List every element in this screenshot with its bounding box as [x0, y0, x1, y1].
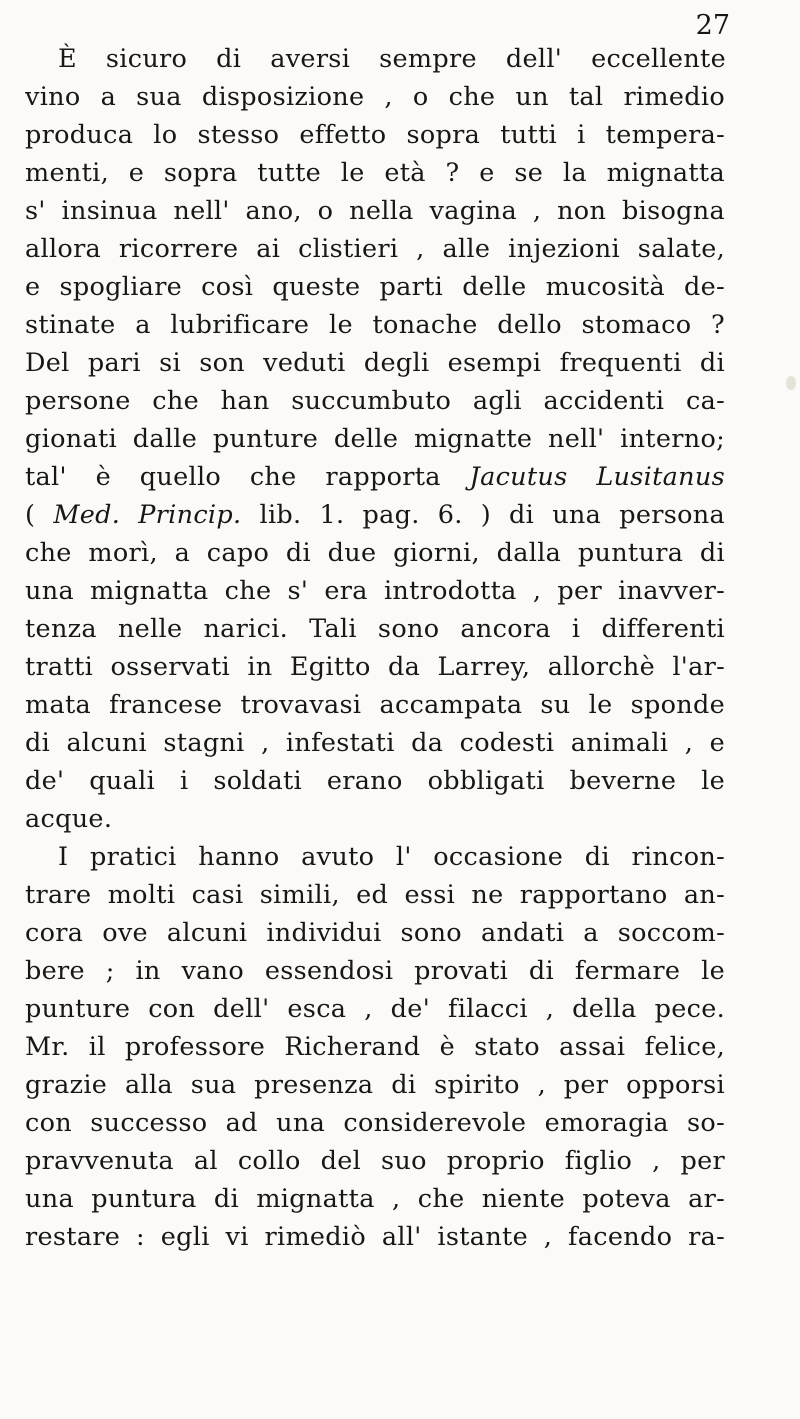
text-line: produca lo stesso effetto sopra tutti i tempera- [25, 120, 725, 150]
text-line: una mignatta che s' era introdotta , per inavver- [25, 576, 725, 606]
text-line: acque. [25, 804, 113, 834]
text-line-with-italic [25, 458, 725, 496]
text-span: ( [25, 500, 54, 530]
text-span: lib. 1. pag. 6. ) di una persona [241, 500, 725, 530]
text-line: trare molti casi simili, ed essi ne rapportano an- [25, 880, 725, 910]
text-line: gionati dalle punture delle mignatte nell' interno; [25, 424, 725, 454]
text-line: di alcuni stagni , infestati da codesti animali , e [25, 728, 725, 758]
text-line: I pratici hanno avuto l' occasione di rincon- [58, 842, 725, 872]
text-line: persone che han succumbuto agli accidenti ca- [25, 386, 725, 416]
text-line: bere ; in vano essendosi provati di fermare le [25, 956, 725, 986]
text-span: tal' è quello che rapporta [25, 462, 470, 492]
page-number: 27 [695, 10, 730, 41]
italic-citation: Med. Princip. [53, 500, 242, 530]
italic-author-name: Jacutus Lusitanus [469, 462, 725, 492]
text-line: menti, e sopra tutte le età ? e se la mignatta [25, 158, 725, 188]
text-line: vino a sua disposizione , o che un tal rimedio [25, 82, 725, 112]
text-line: allora ricorrere ai clistieri , alle injezioni salate, [25, 234, 725, 264]
text-line: che morì, a capo di due giorni, dalla puntura di [25, 538, 725, 568]
text-line-with-italic [25, 496, 725, 534]
text-line: tratti osservati in Egitto da Larrey, allorchè l'ar- [25, 652, 725, 682]
text-line: con successo ad una considerevole emoragia so- [25, 1108, 725, 1138]
text-line: grazie alla sua presenza di spirito , per opporsi [25, 1070, 725, 1100]
text-line: Del pari si son veduti degli esempi frequenti di [25, 348, 725, 378]
text-line: Mr. il professore Richerand è stato assai felice, [25, 1032, 725, 1062]
text-line: punture con dell' esca , de' filacci , della pece. [25, 994, 725, 1024]
text-line: cora ove alcuni individui sono andati a soccom- [25, 918, 725, 948]
text-line: stinate a lubrificare le tonache dello stomaco ? [25, 310, 725, 340]
text-line: pravvenuta al collo del suo proprio figlio , per [25, 1146, 725, 1176]
text-line: e spogliare così queste parti delle mucosità de- [25, 272, 725, 302]
text-line: restare : egli vi rimediò all' istante , facendo ra- [25, 1222, 725, 1252]
paper-stain [786, 376, 796, 390]
text-line: È sicuro di aversi sempre dell' eccellente [58, 44, 726, 74]
text-line: de' quali i soldati erano obbligati beverne le [25, 766, 725, 796]
text-line: s' insinua nell' ano, o nella vagina , non bisogna [25, 196, 725, 226]
text-line: tenza nelle narici. Tali sono ancora i differenti [25, 614, 725, 644]
text-line: mata francese trovavasi accampata su le sponde [25, 690, 725, 720]
text-line: una puntura di mignatta , che niente poteva ar- [25, 1184, 725, 1214]
